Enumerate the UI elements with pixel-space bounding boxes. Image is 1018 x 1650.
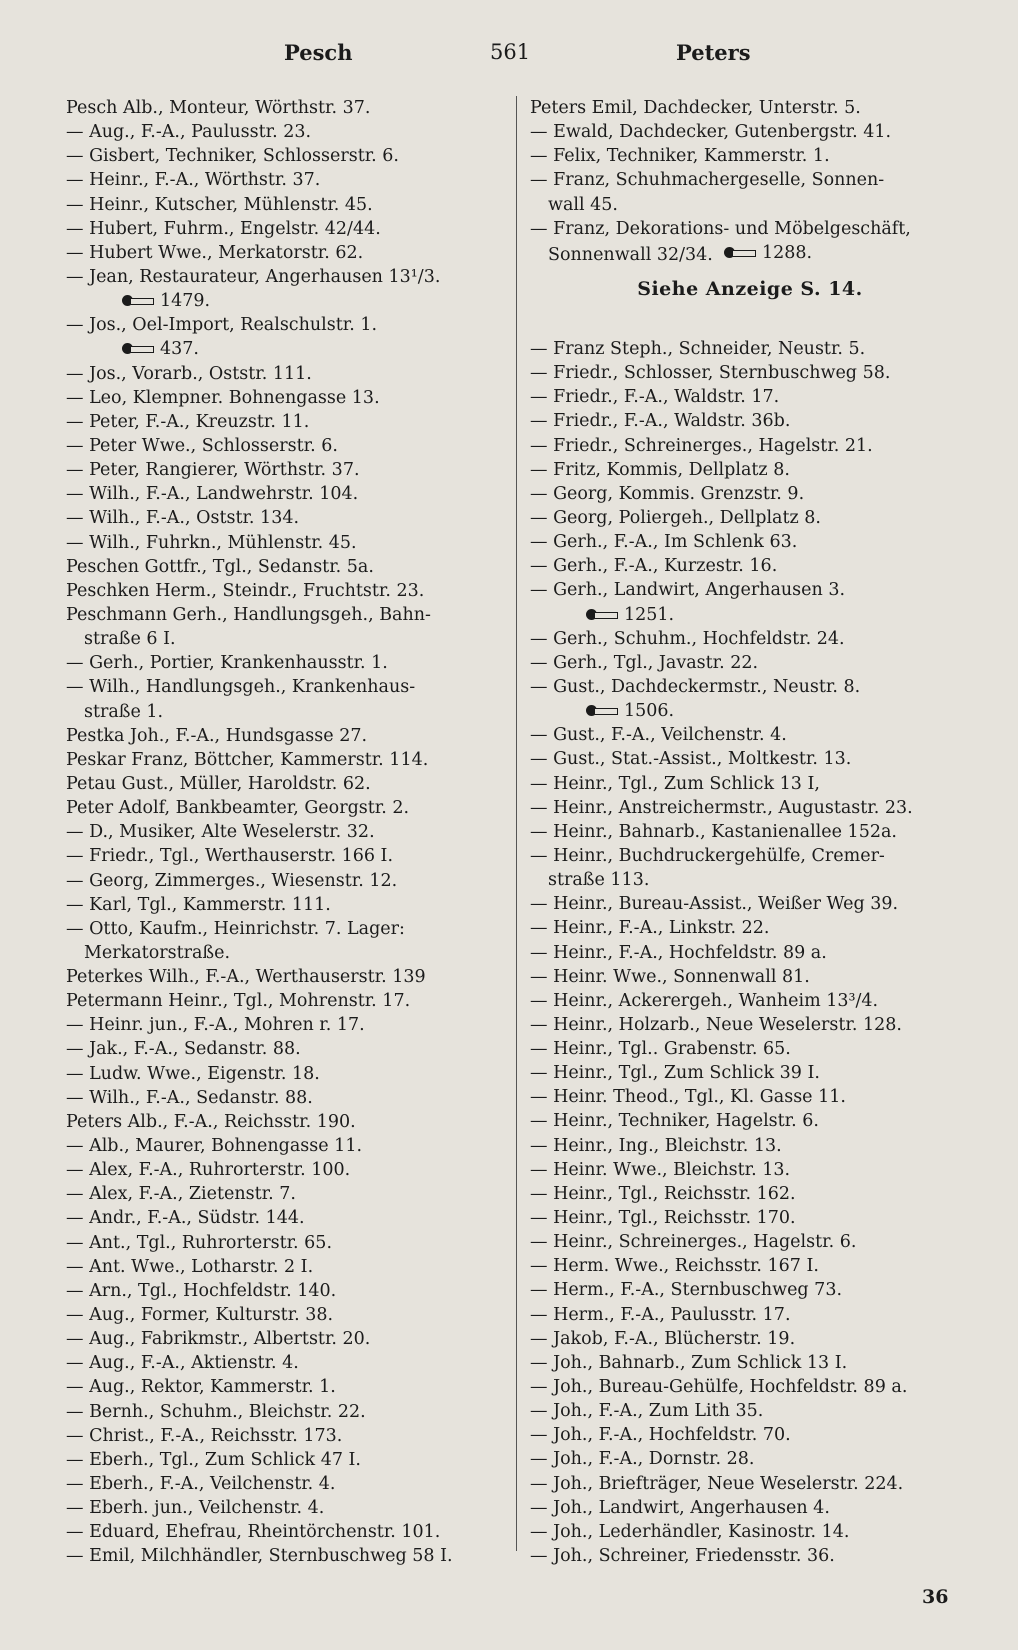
entry-continuation: straße 1.: [84, 701, 164, 722]
entry-continuation: [530, 241, 970, 265]
telephone-value: 1479.: [160, 291, 211, 312]
directory-entry: Peters Emil, Dachdecker, Unterstr. 5.: [530, 98, 861, 118]
telephone-icon: [122, 342, 154, 356]
directory-entry: — Friedr., Tgl., Werthauserstr. 166 I.: [66, 846, 394, 867]
advertisement-notice: Siehe Anzeige S. 14.: [637, 277, 863, 300]
running-header: [0, 40, 1018, 70]
directory-entry: — Joh., Schreiner, Friedensstr. 36.: [530, 1546, 835, 1567]
telephone-icon: [122, 294, 154, 308]
telephone-line: [66, 289, 509, 313]
directory-entry: — Georg, Poliergeh., Dellplatz 8.: [530, 507, 821, 528]
directory-entry: — Heinr., F.-A., Linkstr. 22.: [530, 918, 770, 939]
directory-entry: — Gust., Dachdeckermstr., Neustr. 8.: [530, 676, 861, 697]
telephone-number: [586, 603, 674, 627]
directory-entry: Peschen Gottfr., Tgl., Sedanstr. 5a.: [66, 556, 374, 577]
directory-entry: — Ant. Wwe., Lotharstr. 2 I.: [66, 1256, 314, 1277]
directory-entry: — Gerh., Portier, Krankenhausstr. 1.: [66, 653, 388, 674]
directory-entry: — Joh., Bureau-Gehülfe, Hochfeldstr. 89 a.: [530, 1377, 908, 1398]
directory-entry: — Joh., Lederhändler, Kasinostr. 14.: [530, 1521, 850, 1542]
directory-entry: — Aug., F.-A., Aktienstr. 4.: [66, 1353, 299, 1374]
directory-entry: — Franz, Dekorations- und Möbelgeschäft,: [530, 218, 911, 239]
directory-entry: — Heinr., Kutscher, Mühlenstr. 45.: [66, 194, 373, 215]
directory-entry: — Heinr., F.-A., Hochfeldstr. 89 a.: [530, 942, 827, 963]
directory-entry: — Gerh., F.-A., Kurzestr. 16.: [530, 556, 778, 577]
directory-entry: — Ewald, Dachdecker, Gutenbergstr. 41.: [530, 122, 892, 143]
directory-entry: — Eberh., Tgl., Zum Schlick 47 I.: [66, 1449, 361, 1470]
directory-entry: — Karl, Tgl., Kammerstr. 111.: [66, 894, 331, 915]
directory-entry: — Peter Wwe., Schlosserstr. 6.: [66, 435, 338, 456]
entry-continuation: straße 113.: [548, 870, 650, 891]
directory-entry: — Heinr., Buchdruckergehülfe, Cremer-: [530, 845, 885, 866]
directory-entry: — Heinr., Bahnarb., Kastanienallee 152a.: [530, 821, 897, 842]
telephone-number: [724, 241, 812, 265]
directory-entry: — Felix, Techniker, Kammerstr. 1.: [530, 146, 830, 167]
directory-entry: — Hubert, Fuhrm., Engelstr. 42/44.: [66, 218, 381, 239]
directory-entry: — Friedr., Schreinerges., Hagelstr. 21.: [530, 435, 873, 456]
directory-entry: — Friedr., F.-A., Waldstr. 17.: [530, 387, 780, 408]
directory-entry: — Jos., Vorarb., Oststr. 111.: [66, 363, 312, 384]
directory-entry: — Fritz, Kommis, Dellplatz 8.: [530, 459, 790, 480]
directory-entry: Peskar Franz, Böttcher, Kammerstr. 114.: [66, 749, 429, 770]
directory-entry: Peter Adolf, Bankbeamter, Georgstr. 2.: [66, 798, 410, 819]
directory-entry: — Ant., Tgl., Ruhrorterstr. 65.: [66, 1232, 333, 1253]
directory-entry: — Arn., Tgl., Hochfeldstr. 140.: [66, 1280, 337, 1301]
directory-entry: — Peter, F.-A., Kreuzstr. 11.: [66, 411, 310, 432]
directory-entry: — Joh., F.-A., Zum Lith 35.: [530, 1401, 764, 1422]
directory-entry: — Heinr. Wwe., Bleichstr. 13.: [530, 1159, 791, 1180]
entry-continuation: Merkatorstraße.: [84, 942, 231, 963]
directory-entry: — Heinr., Tgl., Reichsstr. 162.: [530, 1183, 796, 1204]
directory-entry: — Wilh., F.-A., Sedanstr. 88.: [66, 1087, 313, 1108]
directory-entry: — Gerh., Landwirt, Angerhausen 3.: [530, 580, 846, 601]
directory-entry: — Alex, F.-A., Zietenstr. 7.: [66, 1184, 296, 1205]
directory-entry: — Heinr., Ing., Bleichstr. 13.: [530, 1135, 782, 1156]
directory-entry: — Joh., Briefträger, Neue Weselerstr. 224.: [530, 1473, 904, 1494]
directory-entry: — Peter, Rangierer, Wörthstr. 37.: [66, 460, 360, 481]
directory-entry: — Alb., Maurer, Bohnengasse 11.: [66, 1136, 363, 1157]
directory-entry: — Heinr. Wwe., Sonnenwall 81.: [530, 966, 810, 987]
directory-entry: — Heinr., Ackerergeh., Wanheim 13³/4.: [530, 990, 879, 1011]
directory-entry: — Joh., Landwirt, Angerhausen 4.: [530, 1497, 830, 1518]
telephone-value: 1251.: [624, 604, 675, 625]
directory-entry: — Gerh., Schuhm., Hochfeldstr. 24.: [530, 628, 845, 649]
directory-entry: — Joh., Bahnarb., Zum Schlick 13 I.: [530, 1352, 848, 1373]
directory-entry: — Aug., F.-A., Paulusstr. 23.: [66, 122, 312, 143]
directory-entry: — Gust., Stat.-Assist., Moltkestr. 13.: [530, 749, 852, 770]
directory-entry: — Friedr., Schlosser, Sternbuschweg 58.: [530, 363, 891, 384]
telephone-number: [122, 289, 210, 313]
directory-entry: — Heinr., Anstreichermstr., Augustastr. 23.: [530, 797, 913, 818]
directory-entry: — Jean, Restaurateur, Angerhausen 13¹/3.: [66, 266, 441, 287]
telephone-value: 437.: [160, 339, 199, 360]
directory-entry: — Eberh. jun., Veilchenstr. 4.: [66, 1498, 325, 1519]
directory-entry: — Heinr., Tgl., Zum Schlick 39 I.: [530, 1063, 820, 1084]
directory-entry: — Jos., Oel-Import, Realschulstr. 1.: [66, 315, 378, 336]
directory-entry: — Bernh., Schuhm., Bleichstr. 22.: [66, 1401, 366, 1422]
directory-entry: — Gust., F.-A., Veilchenstr. 4.: [530, 725, 787, 746]
telephone-icon: [586, 608, 618, 622]
directory-entry: — Ludw. Wwe., Eigenstr. 18.: [66, 1063, 320, 1084]
entry-continuation: wall 45.: [548, 194, 618, 215]
directory-entry: — Heinr., F.-A., Wörthstr. 37.: [66, 170, 321, 191]
directory-entry: — Heinr., Holzarb., Neue Weselerstr. 128.: [530, 1014, 902, 1035]
telephone-icon: [586, 704, 618, 718]
directory-entry: — Wilh., F.-A., Oststr. 134.: [66, 508, 300, 529]
spacer: [530, 313, 970, 337]
directory-entry: — Wilh., Fuhrkn., Mühlenstr. 45.: [66, 532, 357, 553]
left-column: [66, 96, 509, 1569]
right-column: [530, 96, 970, 1568]
directory-entry: — Heinr., Tgl., Reichsstr. 170.: [530, 1208, 796, 1229]
directory-entry: Pestka Joh., F.-A., Hundsgasse 27.: [66, 725, 368, 746]
directory-entry: — Joh., F.-A., Hochfeldstr. 70.: [530, 1425, 791, 1446]
directory-entry: — Hubert Wwe., Merkatorstr. 62.: [66, 242, 364, 263]
page-footer-number: 36: [922, 1586, 949, 1608]
directory-entry: — Franz, Schuhmachergeselle, Sonnen-: [530, 170, 885, 191]
directory-entry: — Christ., F.-A., Reichsstr. 173.: [66, 1425, 343, 1446]
directory-entry: — Gerh., F.-A., Im Schlenk 63.: [530, 532, 798, 553]
directory-entry: Peschken Herm., Steindr., Fruchtstr. 23.: [66, 580, 425, 601]
directory-entry: — Aug., Fabrikmstr., Albertstr. 20.: [66, 1329, 371, 1350]
directory-entry: — Alex, F.-A., Ruhrorterstr. 100.: [66, 1160, 351, 1181]
continuation-text: Sonnenwall 32/34.: [548, 244, 713, 265]
column-divider: [516, 96, 517, 1551]
directory-entry: — Georg, Kommis. Grenzstr. 9.: [530, 483, 805, 504]
directory-entry: — Heinr. Theod., Tgl., Kl. Gasse 11.: [530, 1087, 846, 1108]
telephone-line: [530, 699, 970, 723]
directory-entry: — Herm. Wwe., Reichsstr. 167 I.: [530, 1256, 819, 1277]
directory-entry: Peterkes Wilh., F.-A., Werthauserstr. 139: [66, 967, 426, 988]
directory-entry: Pesch Alb., Monteur, Wörthstr. 37.: [66, 98, 371, 118]
directory-entry: — Wilh., Handlungsgeh., Krankenhaus-: [66, 677, 416, 698]
directory-entry: — Gisbert, Techniker, Schlosserstr. 6.: [66, 146, 399, 167]
telephone-value: 1506.: [624, 701, 675, 722]
directory-entry: — Otto, Kaufm., Heinrichstr. 7. Lager:: [66, 918, 405, 939]
directory-entry: Petau Gust., Müller, Haroldstr. 62.: [66, 773, 371, 794]
telephone-icon: [724, 246, 756, 260]
telephone-value: 1288.: [762, 242, 813, 263]
directory-entry: — Heinr., Bureau-Assist., Weißer Weg 39.: [530, 894, 899, 915]
directory-entry: — Joh., F.-A., Dornstr. 28.: [530, 1449, 755, 1470]
directory-entry: — Aug., Rektor, Kammerstr. 1.: [66, 1377, 336, 1398]
telephone-line: [66, 337, 509, 361]
directory-entry: — Andr., F.-A., Südstr. 144.: [66, 1208, 305, 1229]
directory-entry: — Eduard, Ehefrau, Rheintörchenstr. 101.: [66, 1522, 441, 1543]
directory-entry: Petermann Heinr., Tgl., Mohrenstr. 17.: [66, 991, 411, 1012]
directory-entry: Peschmann Gerh., Handlungsgeh., Bahn-: [66, 604, 431, 625]
entry-continuation: straße 6 I.: [84, 629, 176, 650]
directory-entry: — Friedr., F.-A., Waldstr. 36b.: [530, 411, 791, 432]
directory-entry: — D., Musiker, Alte Weselerstr. 32.: [66, 822, 375, 843]
directory-entry: — Heinr. jun., F.-A., Mohren r. 17.: [66, 1015, 365, 1036]
directory-entry: — Aug., Former, Kulturstr. 38.: [66, 1305, 334, 1326]
telephone-number: [586, 699, 674, 723]
directory-entry: — Heinr., Tgl., Zum Schlick 13 I,: [530, 773, 820, 794]
directory-entry: — Herm., F.-A., Paulusstr. 17.: [530, 1304, 791, 1325]
directory-entry: — Leo, Klempner. Bohnengasse 13.: [66, 387, 380, 408]
directory-entry: — Franz Steph., Schneider, Neustr. 5.: [530, 338, 866, 359]
directory-entry: — Gerh., Tgl., Javastr. 22.: [530, 652, 759, 673]
header-left: Pesch: [284, 40, 353, 65]
directory-entry: — Jakob, F.-A., Blücherstr. 19.: [530, 1328, 796, 1349]
directory-entry: — Heinr., Schreinerges., Hagelstr. 6.: [530, 1232, 857, 1253]
directory-entry: — Heinr., Tgl.. Grabenstr. 65.: [530, 1039, 791, 1060]
directory-entry: — Eberh., F.-A., Veilchenstr. 4.: [66, 1474, 336, 1495]
directory-entry: — Heinr., Techniker, Hagelstr. 6.: [530, 1111, 819, 1132]
header-right: Peters: [676, 40, 751, 65]
directory-entry: — Herm., F.-A., Sternbuschweg 73.: [530, 1280, 843, 1301]
directory-entry: Peters Alb., F.-A., Reichsstr. 190.: [66, 1111, 356, 1132]
telephone-line: [530, 603, 970, 627]
directory-entry: — Emil, Milchhändler, Sternbuschweg 58 I.: [66, 1546, 453, 1567]
directory-entry: — Jak., F.-A., Sedanstr. 88.: [66, 1039, 301, 1060]
header-page-number: 561: [490, 40, 531, 64]
directory-entry: — Wilh., F.-A., Landwehrstr. 104.: [66, 484, 359, 505]
directory-entry: — Georg, Zimmerges., Wiesenstr. 12.: [66, 870, 398, 891]
telephone-number: [122, 337, 199, 361]
